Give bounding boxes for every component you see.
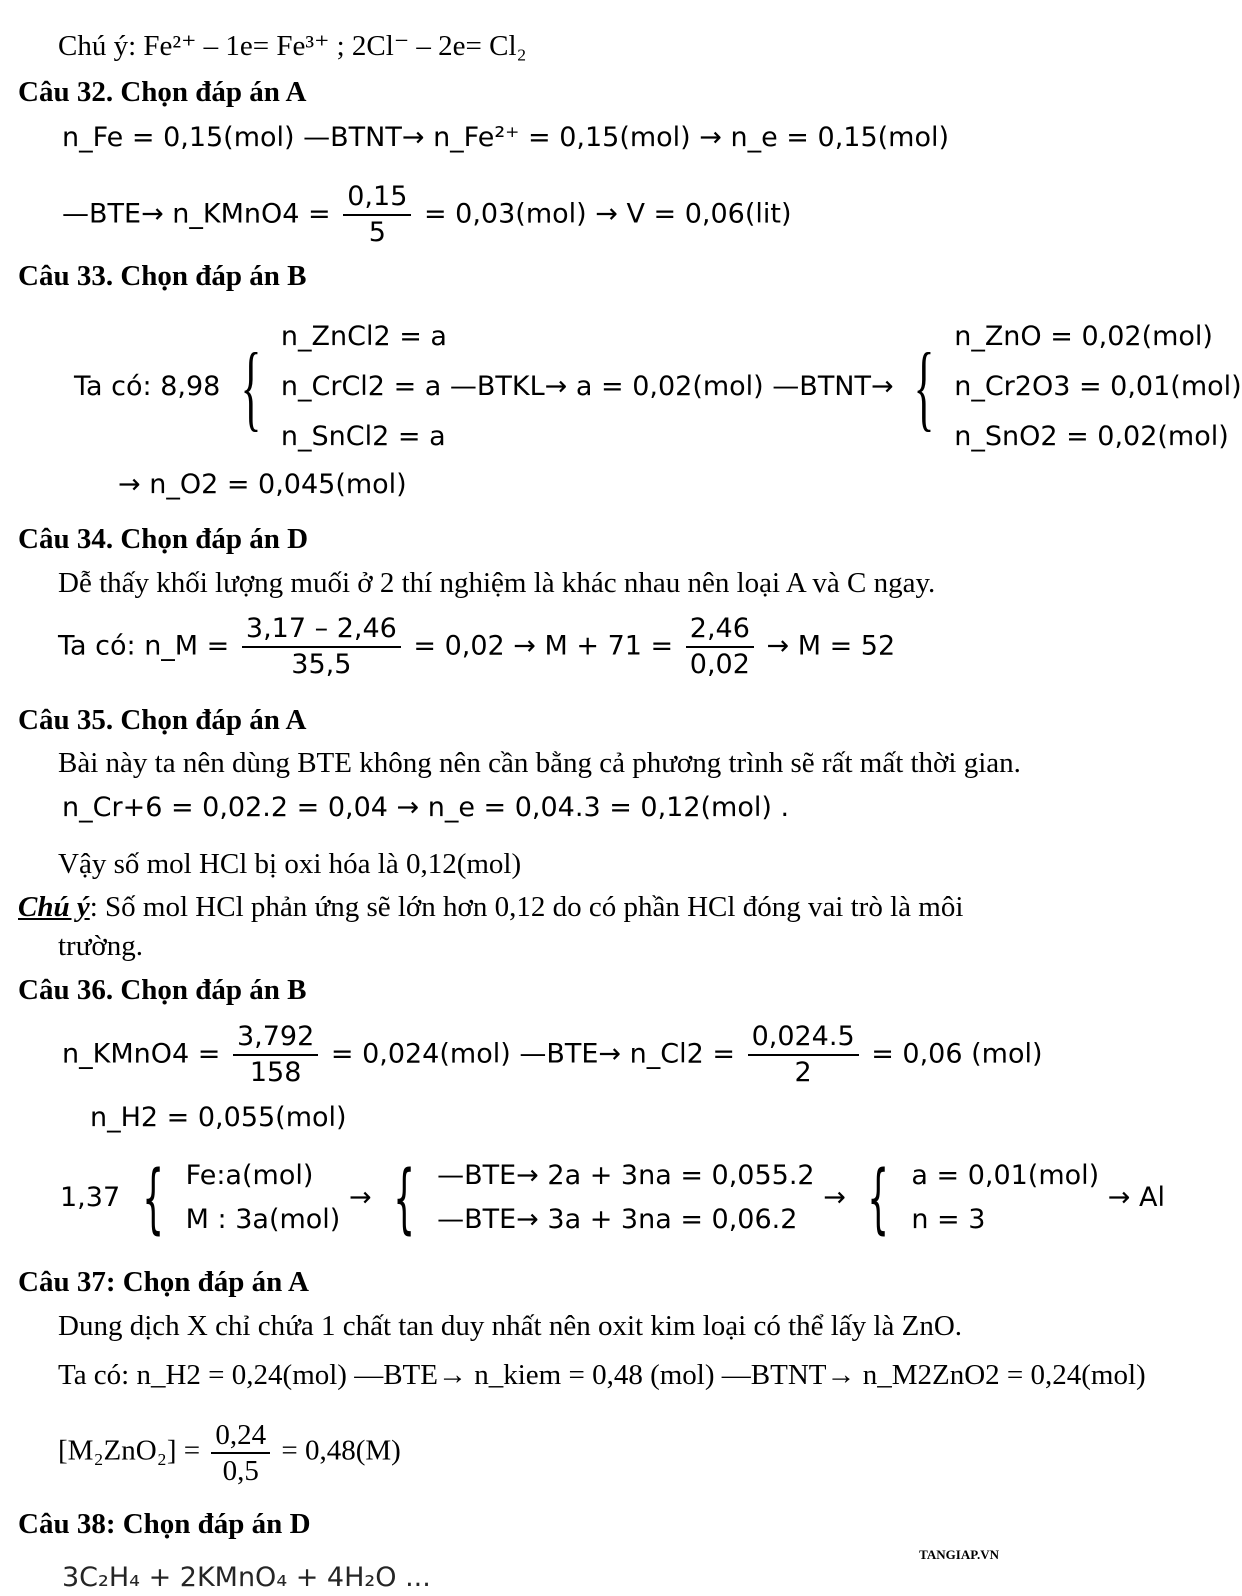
question-33-heading: Câu 33. Chọn đáp án B <box>18 260 307 292</box>
q34-frac1-den: 35,5 <box>291 649 352 680</box>
arrow-icon: → <box>823 1182 846 1213</box>
q36-right-1: a = 0,01(mol) <box>911 1160 1100 1191</box>
brace-icon: { <box>393 1153 416 1242</box>
q36-mid: = 0,024(mol) —BTE→ n_Cl2 = <box>330 1038 735 1070</box>
q34-frac2-num: 2,46 <box>686 612 754 648</box>
q34-prefix: Ta có: n_M = <box>58 630 230 662</box>
q37-suffix: = 0,48(M) <box>281 1434 401 1467</box>
arrow-icon: → <box>348 1182 372 1213</box>
question-34-heading: Câu 34. Chọn đáp án D <box>18 523 309 555</box>
q32-eq2-suffix: = 0,03(mol) → V = 0,06(lit) <box>423 198 792 230</box>
question-35-heading: Câu 35. Chọn đáp án A <box>18 704 307 736</box>
q33-prefix: Ta có: 8,98 <box>74 371 221 402</box>
note-label: Chú ý <box>18 891 90 923</box>
q34-frac1-num: 3,17 – 2,46 <box>242 612 401 648</box>
q32-equation-2 <box>62 180 792 250</box>
brace-icon: { <box>142 1153 164 1242</box>
q36-h2: n_H2 = 0,055(mol) <box>90 1102 347 1133</box>
q36-left-stack <box>186 1154 341 1242</box>
q36-prefix: n_KMnO4 = <box>62 1038 221 1070</box>
q33-right-1: n_ZnO = 0,02(mol) <box>954 321 1213 352</box>
q32-eq2-prefix: —BTE→ n_KMnO4 = <box>62 198 331 230</box>
note-line: Chú ý: Fe²⁺ – 1e= Fe³⁺ ; 2Cl⁻ – 2e= Cl₂ <box>58 30 527 62</box>
q37-frac-den: 0,5 <box>222 1455 259 1487</box>
q36-frac2-den: 2 <box>794 1057 812 1088</box>
q37-equation: Ta có: n_H2 = 0,24(mol) —BTE→ n_kiem = 0,48 (mol) —BTNT→ n_M2ZnO2 = 0,24(mol) <box>58 1359 1146 1391</box>
q35-conclusion: Vậy số mol HCl bị oxi hóa là 0,12(mol) <box>58 848 522 880</box>
q36-frac1-num: 3,792 <box>233 1020 318 1056</box>
question-32-heading: Câu 32. Chọn đáp án A <box>18 76 307 108</box>
q37-text: Dung dịch X chỉ chứa 1 chất tan duy nhất nên oxit kim loại có thể lấy là ZnO. <box>58 1310 963 1342</box>
q34-fraction-2 <box>686 612 754 682</box>
q34-mid: = 0,02 → M + 71 = <box>413 630 674 662</box>
q32-equation-1: n_Fe = 0,15(mol) —BTNT→ n_Fe²⁺ = 0,15(mol) → n_e = 0,15(mol) <box>62 122 950 153</box>
q34-fraction-1 <box>242 612 401 682</box>
q36-equation-1 <box>62 1020 1043 1090</box>
q34-text: Dễ thấy khối lượng muối ở 2 thí nghiệm là khác nhau nên loại A và C ngay. <box>58 567 936 599</box>
right-brace-icon: { <box>913 333 935 440</box>
q33-system <box>74 312 1242 462</box>
q36-right-stack <box>911 1154 1099 1242</box>
q33-right-2: n_Cr2O3 = 0,01(mol) <box>954 371 1242 402</box>
q33-right-stack <box>954 312 1241 462</box>
q33-right-3: n_SnO2 = 0,02(mol) <box>954 421 1229 452</box>
q36-mid-stack <box>437 1154 814 1242</box>
q32-frac-den: 5 <box>368 217 386 248</box>
q36-suffix: = 0,06 (mol) <box>871 1038 1043 1070</box>
q38-equation-partial: 3C₂H₄ + 2KMnO₄ + 4H₂O ... <box>62 1562 431 1593</box>
q36-system <box>60 1150 1165 1246</box>
q36-left-1: Fe:a(mol) <box>185 1160 314 1191</box>
q35-note <box>18 889 963 925</box>
q33-left-1: n_ZnCl2 = a <box>280 321 447 352</box>
q36-right-2: n = 3 <box>911 1204 986 1235</box>
q37-fraction <box>211 1418 270 1488</box>
q35-text: Bài này ta nên dùng BTE không nên cần bằng cả phương trình sẽ rất mất thời gian. <box>58 747 1021 779</box>
q33-o2: → n_O2 = 0,045(mol) <box>118 469 407 500</box>
q34-suffix: → M = 52 <box>766 630 896 662</box>
q32-frac-num: 0,15 <box>343 180 411 216</box>
question-38-heading: Câu 38: Chọn đáp án D <box>18 1508 311 1540</box>
q37-concentration <box>58 1418 401 1488</box>
q36-mid-2: —BTE→ 3a + 3na = 0,06.2 <box>437 1204 798 1235</box>
q33-left-3: n_SnCl2 = a <box>280 421 446 452</box>
q36-mid-1: —BTE→ 2a + 3na = 0,055.2 <box>437 1160 815 1191</box>
q36-mass: 1,37 <box>60 1182 121 1213</box>
q33-left-stack <box>281 312 894 462</box>
q35-note-cont: trường. <box>58 930 144 962</box>
q34-frac2-den: 0,02 <box>689 649 750 680</box>
q37-frac-num: 0,24 <box>211 1418 270 1454</box>
q36-fraction-2 <box>748 1020 859 1090</box>
q36-fraction-1 <box>233 1020 318 1090</box>
q36-result: → Al <box>1107 1182 1165 1213</box>
brace-icon: { <box>867 1153 890 1242</box>
q35-equation: n_Cr+6 = 0,02.2 = 0,04 → n_e = 0,04.3 = 0,12(mol) . <box>62 792 790 823</box>
question-36-heading: Câu 36. Chọn đáp án B <box>18 974 307 1006</box>
q36-frac2-num: 0,024.5 <box>748 1020 859 1056</box>
q36-left-2: M : 3a(mol) <box>185 1204 341 1235</box>
q32-fraction <box>343 180 411 250</box>
left-brace-icon: { <box>240 333 261 440</box>
note-text: : Số mol HCl phản ứng sẽ lớn hơn 0,12 do có phần HCl đóng vai trò là môi <box>89 891 964 923</box>
q33-left-2: n_CrCl2 = a —BTKL→ a = 0,02(mol) —BTNT→ <box>280 371 894 402</box>
question-37-heading: Câu 37: Chọn đáp án A <box>18 1266 309 1298</box>
q36-frac1-den: 158 <box>249 1057 302 1088</box>
site-watermark: TANGIAP.VN <box>919 1547 999 1562</box>
q37-prefix: [M₂ZnO₂] = <box>58 1434 201 1467</box>
q34-equation <box>58 612 895 682</box>
